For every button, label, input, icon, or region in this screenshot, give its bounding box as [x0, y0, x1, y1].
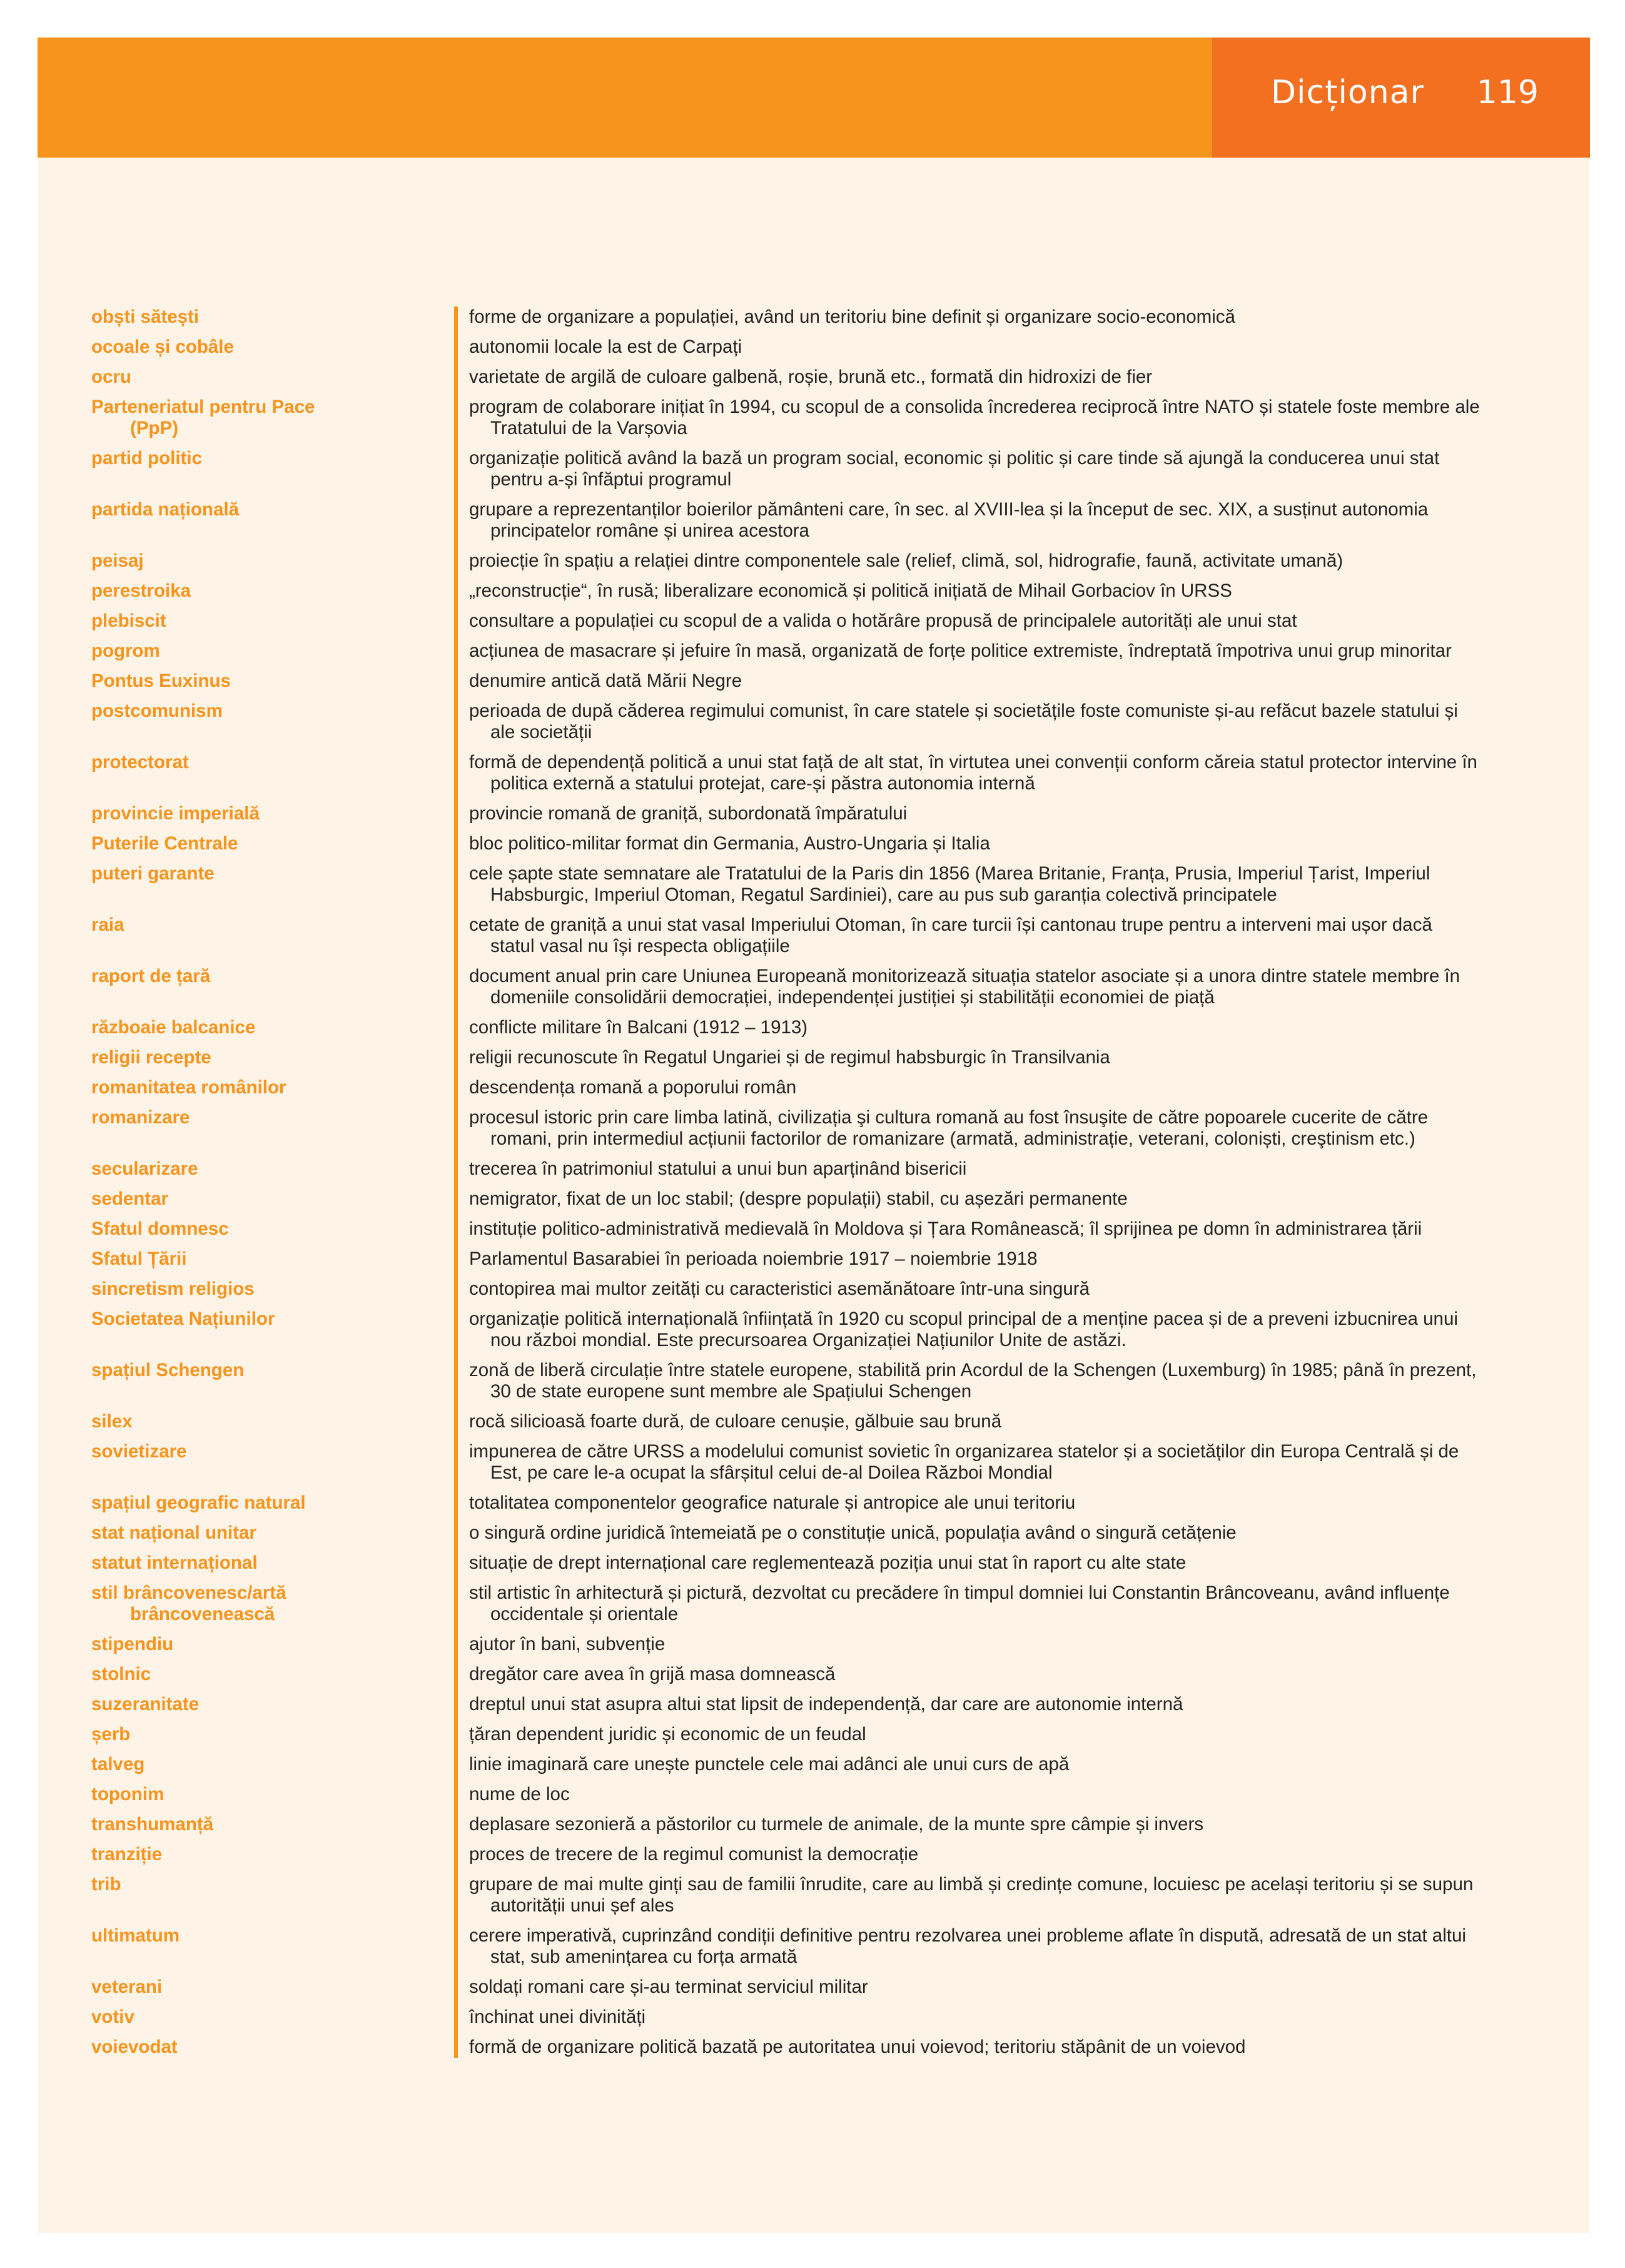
glossary-definition: cetate de graniță a unui stat vasal Imperiului Otoman, în care turcii își cantonau trupe pentru a interveni mai ușor dacă statul vasal nu își respecta obligațiile: [454, 914, 1486, 966]
glossary-definition: stil artistic în arhitectură și pictură, dezvoltat cu precădere în timpul domniei lui Constantin Brâncoveanu, având influențe occidentale și orientale: [454, 1582, 1486, 1634]
glossary-entry: [91, 1874, 1486, 1916]
glossary-term: suzeranitate: [91, 1694, 200, 1714]
glossary-definition: document anual prin care Uniunea Europeană monitorizează situația statelor asociate și a unora dintre statele membre în domeniile consolidării democrației, independenței justiției și stabilității economiei de piață: [454, 966, 1486, 1017]
glossary-definition: o singură ordine juridică întemeiată pe o constituție unică, populația având o singură cetățenie: [454, 1522, 1486, 1552]
glossary-term: romanizare: [91, 1107, 190, 1128]
glossary-term: secularizare: [91, 1158, 198, 1179]
glossary-definition: organizație politică având la bază un program social, economic și politic și care tinde să ajungă la conducerea unui stat pentru a-și înfăptui programul: [454, 448, 1486, 499]
glossary-entry: [91, 306, 1486, 328]
glossary-definition: grupare de mai multe ginți sau de familii înrudite, care au limbă și credințe comune, locuiesc pe același teritoriu și se supun autorității unui șef ales: [454, 1874, 1486, 1925]
glossary-definition: forme de organizare a populației, având un teritoriu bine definit și organizare socio-economică: [454, 306, 1486, 337]
glossary-entry: [91, 397, 1486, 439]
glossary-definition: proces de trecere de la regimul comunist la democrație: [454, 1844, 1486, 1874]
glossary-definition: grupare a reprezentanților boierilor pământeni care, în sec. al XVIII-lea și la început de sec. XIX, a susținut autonomia principatelor române și unirea acestora: [454, 499, 1486, 550]
glossary-entry: [91, 550, 1486, 572]
glossary-definition: rocă silicioasă foarte dură, de culoare cenușie, gălbuie sau brună: [454, 1411, 1486, 1441]
glossary-definition: instituție politico-administrativă medievală în Moldova și Țara Românească; îl sprijinea pe domn în administrarea țării: [454, 1218, 1486, 1248]
glossary-entry: [91, 1107, 1486, 1150]
glossary-entry: [91, 580, 1486, 602]
glossary-entry: [91, 448, 1486, 490]
glossary-term: stil brâncovenesc/artă brâncovenească: [91, 1582, 286, 1624]
glossary-term: sovietizare: [91, 1441, 187, 1462]
glossary-entry: [91, 1522, 1486, 1544]
glossary-term: partida națională: [91, 499, 240, 520]
glossary-entry: [91, 966, 1486, 1008]
glossary-term: provincie imperială: [91, 803, 260, 824]
glossary-term: silex: [91, 1411, 133, 1432]
glossary-definition: zonă de liberă circulație între statele europene, stabilită prin Acordul de la Schengen (Luxemburg) în 1985; până în prezent, 30 de state europene sunt membre ale Spațiului Schengen: [454, 1360, 1486, 1411]
glossary-entry: [91, 1634, 1486, 1655]
glossary-entry: [91, 1047, 1486, 1068]
glossary-term: ocru: [91, 367, 131, 387]
glossary-entry: [91, 610, 1486, 632]
glossary-term: votiv: [91, 2007, 134, 2027]
glossary-entry: [91, 1814, 1486, 1835]
glossary-entry: [91, 1411, 1486, 1432]
glossary-definition: țăran dependent juridic și economic de un feudal: [454, 1724, 1486, 1754]
glossary-term: voievodat: [91, 2037, 178, 2057]
glossary-entry: [91, 1754, 1486, 1775]
glossary-term: romanitatea românilor: [91, 1077, 286, 1098]
glossary-definition: Parlamentul Basarabiei în perioada noiembrie 1917 – noiembrie 1918: [454, 1248, 1486, 1278]
glossary-term: șerb: [91, 1724, 131, 1744]
glossary-definition: deplasare sezonieră a păstorilor cu turmele de animale, de la munte spre câmpie și invers: [454, 1814, 1486, 1844]
glossary-term: transhumanță: [91, 1814, 214, 1835]
glossary-entry: [91, 1158, 1486, 1180]
glossary-term: toponim: [91, 1784, 165, 1805]
glossary-term: partid politic: [91, 448, 202, 468]
header-bar: [38, 38, 1212, 158]
glossary-definition: denumire antică dată Mării Negre: [454, 671, 1486, 701]
glossary-term: Sfatul Țării: [91, 1248, 187, 1269]
glossary-definition: linie imaginară care unește punctele cele mai adânci ale unui curs de apă: [454, 1754, 1486, 1784]
glossary-definition: conflicte militare în Balcani (1912 – 1913): [454, 1017, 1486, 1047]
glossary-entry: [91, 337, 1486, 358]
glossary-term: stolnic: [91, 1664, 151, 1684]
glossary-term: postcomunism: [91, 701, 223, 721]
glossary-definition: acțiunea de masacrare și jefuire în masă, organizată de forțe politice extremiste, îndreptată împotriva unui grup minoritar: [454, 640, 1486, 671]
glossary-entry: [91, 1077, 1486, 1098]
glossary-entry: [91, 1664, 1486, 1685]
glossary-definition: dreptul unui stat asupra altui stat lipsit de independență, dar care are autonomie internă: [454, 1694, 1486, 1724]
glossary-definition: „reconstrucție“, în rusă; liberalizare economică și politică inițiată de Mihail Gorbaciov în URSS: [454, 580, 1486, 610]
glossary-term: sincretism religios: [91, 1278, 255, 1299]
glossary-definition: varietate de argilă de culoare galbenă, roșie, brună etc., formată din hidroxizi de fier: [454, 367, 1486, 397]
glossary-term: raport de țară: [91, 966, 211, 986]
glossary-term: puteri garante: [91, 863, 215, 884]
glossary-entry: [91, 499, 1486, 542]
glossary-definition: formă de dependență politică a unui stat față de alt stat, în virtutea unei convenții conform căreia statul protector intervine în politica externă a statului protejat, care-și păstra autonomia internă: [454, 752, 1486, 803]
glossary-definition: proiecție în spațiu a relației dintre componentele sale (relief, climă, sol, hidrografie, faună, activitate umană): [454, 550, 1486, 580]
glossary-definition: religii recunoscute în Regatul Ungariei și de regimul habsburgic în Transilvania: [454, 1047, 1486, 1077]
glossary-entry: [91, 1784, 1486, 1805]
glossary-term: stipendiu: [91, 1634, 174, 1654]
glossary-definition: situație de drept internațional care reglementează poziția unui stat în raport cu alte state: [454, 1552, 1486, 1582]
glossary-definition: descendența romană a poporului român: [454, 1077, 1486, 1107]
glossary-term: peisaj: [91, 550, 144, 571]
glossary-entry: [91, 367, 1486, 388]
glossary-entry: [91, 2037, 1486, 2058]
glossary-entry: [91, 640, 1486, 662]
glossary-entry: [91, 803, 1486, 824]
glossary-term: tranziție: [91, 1844, 163, 1865]
glossary-definition: trecerea în patrimoniul statului a unui bun aparținând bisericii: [454, 1158, 1486, 1188]
glossary-entry: [91, 701, 1486, 743]
glossary-term: Sfatul domnesc: [91, 1218, 229, 1239]
glossary-term: ocoale și cobâle: [91, 337, 234, 357]
glossary-definition: perioada de după căderea regimului comunist, în care statele și societățile foste comuniste și-au refăcut bazele statului și ale societății: [454, 701, 1486, 752]
glossary-term: Societatea Națiunilor: [91, 1309, 275, 1329]
glossary-entry: [91, 1844, 1486, 1865]
glossary-list: [91, 306, 1486, 2067]
glossary-definition: organizație politică internațională înființată în 1920 cu scopul principal de a menține pacea și de a preveni izbucnirea unui nou război mondial. Este precursoarea Organizației Națiunilor Unite de astăzi.: [454, 1309, 1486, 1360]
glossary-entry: [91, 914, 1486, 957]
glossary-term: trib: [91, 1874, 121, 1895]
glossary-definition: impunerea de către URSS a modelului comunist sovietic în organizarea statelor și a societăților din Europa Centrală și de Est, pe care le-a ocupat la sfârșitul celui de-al Doilea Război Mondial: [454, 1441, 1486, 1492]
glossary-definition: procesul istoric prin care limba latină, civilizația şi cultura romană au fost însuşite de către popoarele cucerite de către romani, prin intermediul acțiunii factorilor de romanizare (armată, administrație, veterani, coloniști, creştinism etc.): [454, 1107, 1486, 1158]
glossary-term: ultimatum: [91, 1925, 180, 1946]
glossary-definition: contopirea mai multor zeități cu caracteristici asemănătoare într-una singură: [454, 1278, 1486, 1309]
glossary-entry: [91, 1582, 1486, 1625]
glossary-definition: program de colaborare inițiat în 1994, cu scopul de a consolida încrederea reciprocă între NATO și statele foste membre ale Tratatului de la Varșovia: [454, 397, 1486, 448]
glossary-entry: [91, 1218, 1486, 1240]
glossary-term: veterani: [91, 1977, 163, 1997]
glossary-definition: consultare a populației cu scopul de a valida o hotărâre propusă de principalele autorități ale unui stat: [454, 610, 1486, 640]
glossary-definition: nemigrator, fixat de un loc stabil; (despre populații) stabil, cu așezări permanente: [454, 1188, 1486, 1218]
glossary-entry: [91, 833, 1486, 854]
glossary-definition: ajutor în bani, subvenție: [454, 1634, 1486, 1664]
glossary-entry: [91, 1552, 1486, 1574]
glossary-entry: [91, 752, 1486, 794]
glossary-entry: [91, 2007, 1486, 2028]
glossary-term: spațiul Schengen: [91, 1360, 245, 1380]
glossary-term: statut internațional: [91, 1552, 258, 1573]
glossary-definition: cele șapte state semnatare ale Tratatului de la Paris din 1856 (Marea Britanie, Franța, Prusia, Imperiul Țarist, Imperiul Habsburgic, Imperiul Otoman, Regatul Sardiniei), care au pus sub garanția colectivă principatele: [454, 863, 1486, 914]
glossary-term: protectorat: [91, 752, 189, 772]
glossary-term: Puterile Centrale: [91, 833, 238, 854]
glossary-entry: [91, 1492, 1486, 1514]
glossary-term: raia: [91, 914, 124, 935]
glossary-entry: [91, 671, 1486, 692]
page-number: 119: [1476, 74, 1539, 111]
glossary-term: pogrom: [91, 640, 160, 661]
glossary-entry: [91, 1188, 1486, 1210]
glossary-entry: [91, 863, 1486, 906]
glossary-definition: dregător care avea în grijă masa domnească: [454, 1664, 1486, 1694]
glossary-entry: [91, 1724, 1486, 1745]
glossary-definition: bloc politico-militar format din Germania, Austro-Ungaria și Italia: [454, 833, 1486, 863]
glossary-definition: nume de loc: [454, 1784, 1486, 1814]
header-tab: [1212, 38, 1590, 158]
glossary-definition: cerere imperativă, cuprinzând condiții definitive pentru rezolvarea unei probleme aflate în dispută, adresată de un stat altui stat, sub amenințarea cu forța armată: [454, 1925, 1486, 1977]
glossary-term: sedentar: [91, 1188, 168, 1209]
glossary-term: perestroika: [91, 580, 191, 601]
glossary-definition: provincie romană de graniță, subordonată împăratului: [454, 803, 1486, 833]
glossary-definition: închinat unei divinități: [454, 2007, 1486, 2037]
glossary-term: spațiul geografic natural: [91, 1492, 306, 1513]
glossary-entry: [91, 1309, 1486, 1351]
section-title: Dicționar: [1271, 74, 1424, 111]
glossary-term: Parteneriatul pentru Pace (PpP): [91, 397, 315, 438]
glossary-entry: [91, 1360, 1486, 1402]
glossary-term: obști sătești: [91, 306, 200, 327]
glossary-term: talveg: [91, 1754, 145, 1774]
glossary-term: religii recepte: [91, 1047, 211, 1068]
glossary-definition: soldați romani care și-au terminat serviciul militar: [454, 1977, 1486, 2007]
glossary-term: Pontus Euxinus: [91, 671, 231, 691]
glossary-term: stat național unitar: [91, 1522, 256, 1543]
glossary-entry: [91, 1694, 1486, 1715]
glossary-entry: [91, 1441, 1486, 1484]
glossary-entry: [91, 1248, 1486, 1270]
glossary-definition: totalitatea componentelor geografice naturale și antropice ale unui teritoriu: [454, 1492, 1486, 1522]
glossary-entry: [91, 1977, 1486, 1998]
glossary-entry: [91, 1017, 1486, 1038]
glossary-entry: [91, 1278, 1486, 1300]
glossary-definition: formă de organizare politică bazată pe autoritatea unui voievod; teritoriu stăpânit de un voievod: [454, 2037, 1486, 2058]
glossary-definition: autonomii locale la est de Carpați: [454, 337, 1486, 367]
glossary-term: războaie balcanice: [91, 1017, 256, 1038]
glossary-term: plebiscit: [91, 610, 166, 631]
glossary-entry: [91, 1925, 1486, 1968]
